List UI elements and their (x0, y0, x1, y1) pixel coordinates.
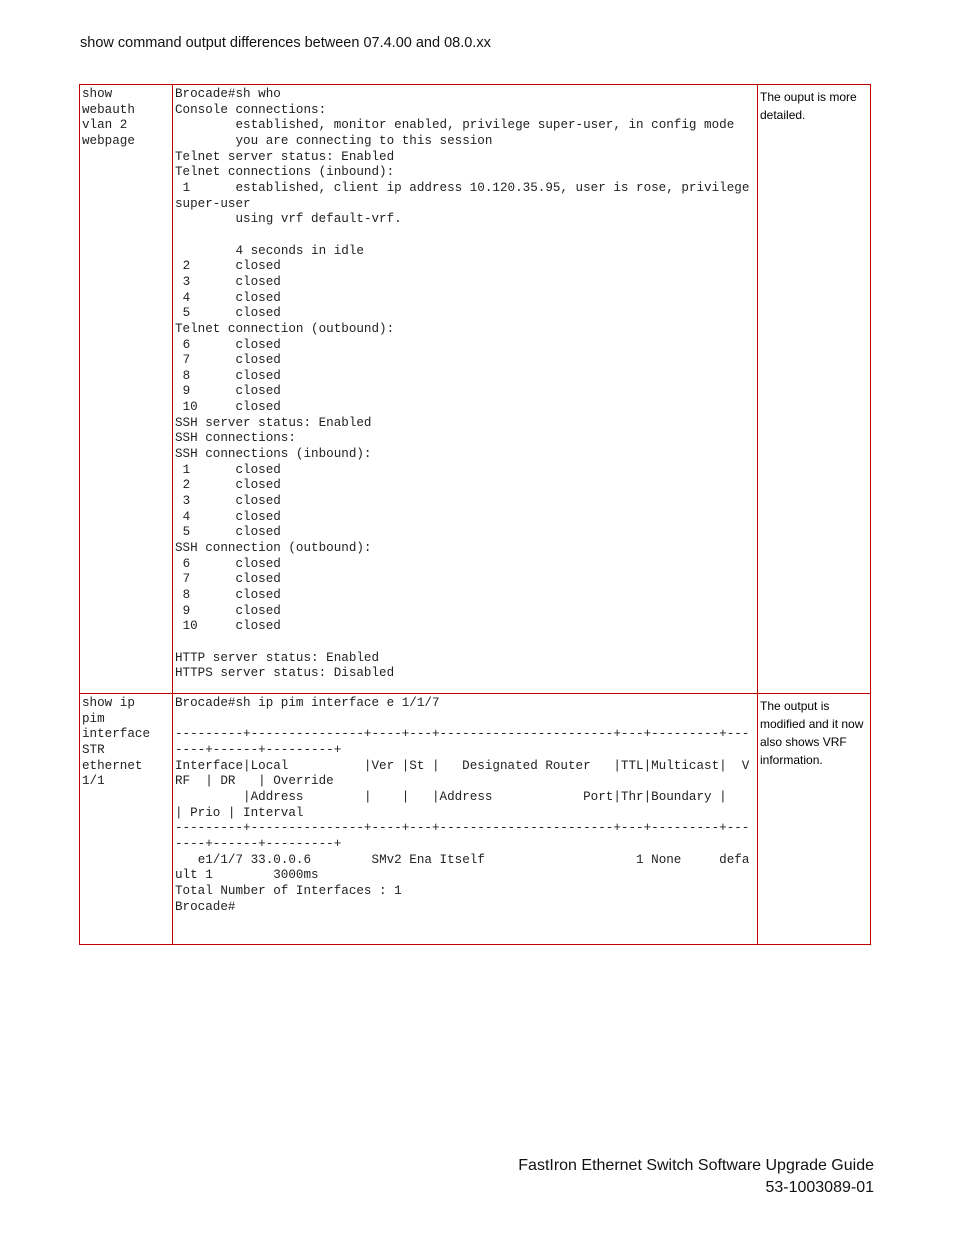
guide-title: FastIron Ethernet Switch Software Upgrade Guide (518, 1157, 874, 1174)
output-text: Brocade#sh ip pim interface e 1/1/7 ---------+---------------+----+---+-----------------------+---+---------+-------+------+---------+ Interface|Local |Ver |St | Designated Router |TTL|Multicast| VRF | DR | Override |Address | | |Address Port|Thr|Boundary | | Prio | Interval ---------+---------------+----+---+-----------------------+---+---------+-------+------+---------+ e1/1/7 33.0.0.6 SMv2 Ena Itself 1 None default 1 3000ms Total Number of Interfaces : 1 Brocade# (175, 696, 750, 914)
note-text: The output is modified and it now also shows VRF information. (760, 699, 864, 767)
table-row (80, 694, 871, 945)
output-cell (173, 85, 758, 694)
output-cell (173, 694, 758, 945)
table-row (80, 85, 871, 694)
note-cell (758, 694, 871, 945)
command-cell (80, 85, 173, 694)
doc-number: 53-1003089-01 (765, 1179, 874, 1196)
command-text: show ip pim interface STR ethernet 1/1 (82, 696, 151, 789)
output-text: Brocade#sh who Console connections: established, monitor enabled, privilege super-user, in config mode you are connecting to this session Telnet server status: Enabled Telnet connections (inbound): 1 established, client ip address 10.120.35.95, user is rose, privilege super-user using vrf default-vrf. 4 seconds in idle 2 closed 3 closed 4 closed 5 closed Telnet connection (outbound): 6 closed 7 closed 8 closed 9 closed 10 closed SSH server status: Enabled SSH connections: SSH connections (inbound): 1 closed 2 closed 3 closed 4 closed 5 closed SSH connection (outbound): 6 closed 7 closed 8 closed 9 closed 10 closed HTTP server status: Enabled HTTPS server status: Disabled (175, 87, 750, 681)
note-cell (758, 85, 871, 694)
comparison-table (79, 84, 871, 945)
page-footer (518, 1155, 874, 1199)
note-text: The ouput is more detailed. (760, 90, 857, 122)
command-cell (80, 694, 173, 945)
command-text: show webauth vlan 2 webpage (82, 87, 135, 148)
page-header: show command output differences between 07.4.00 and 08.0.xx (80, 35, 491, 51)
